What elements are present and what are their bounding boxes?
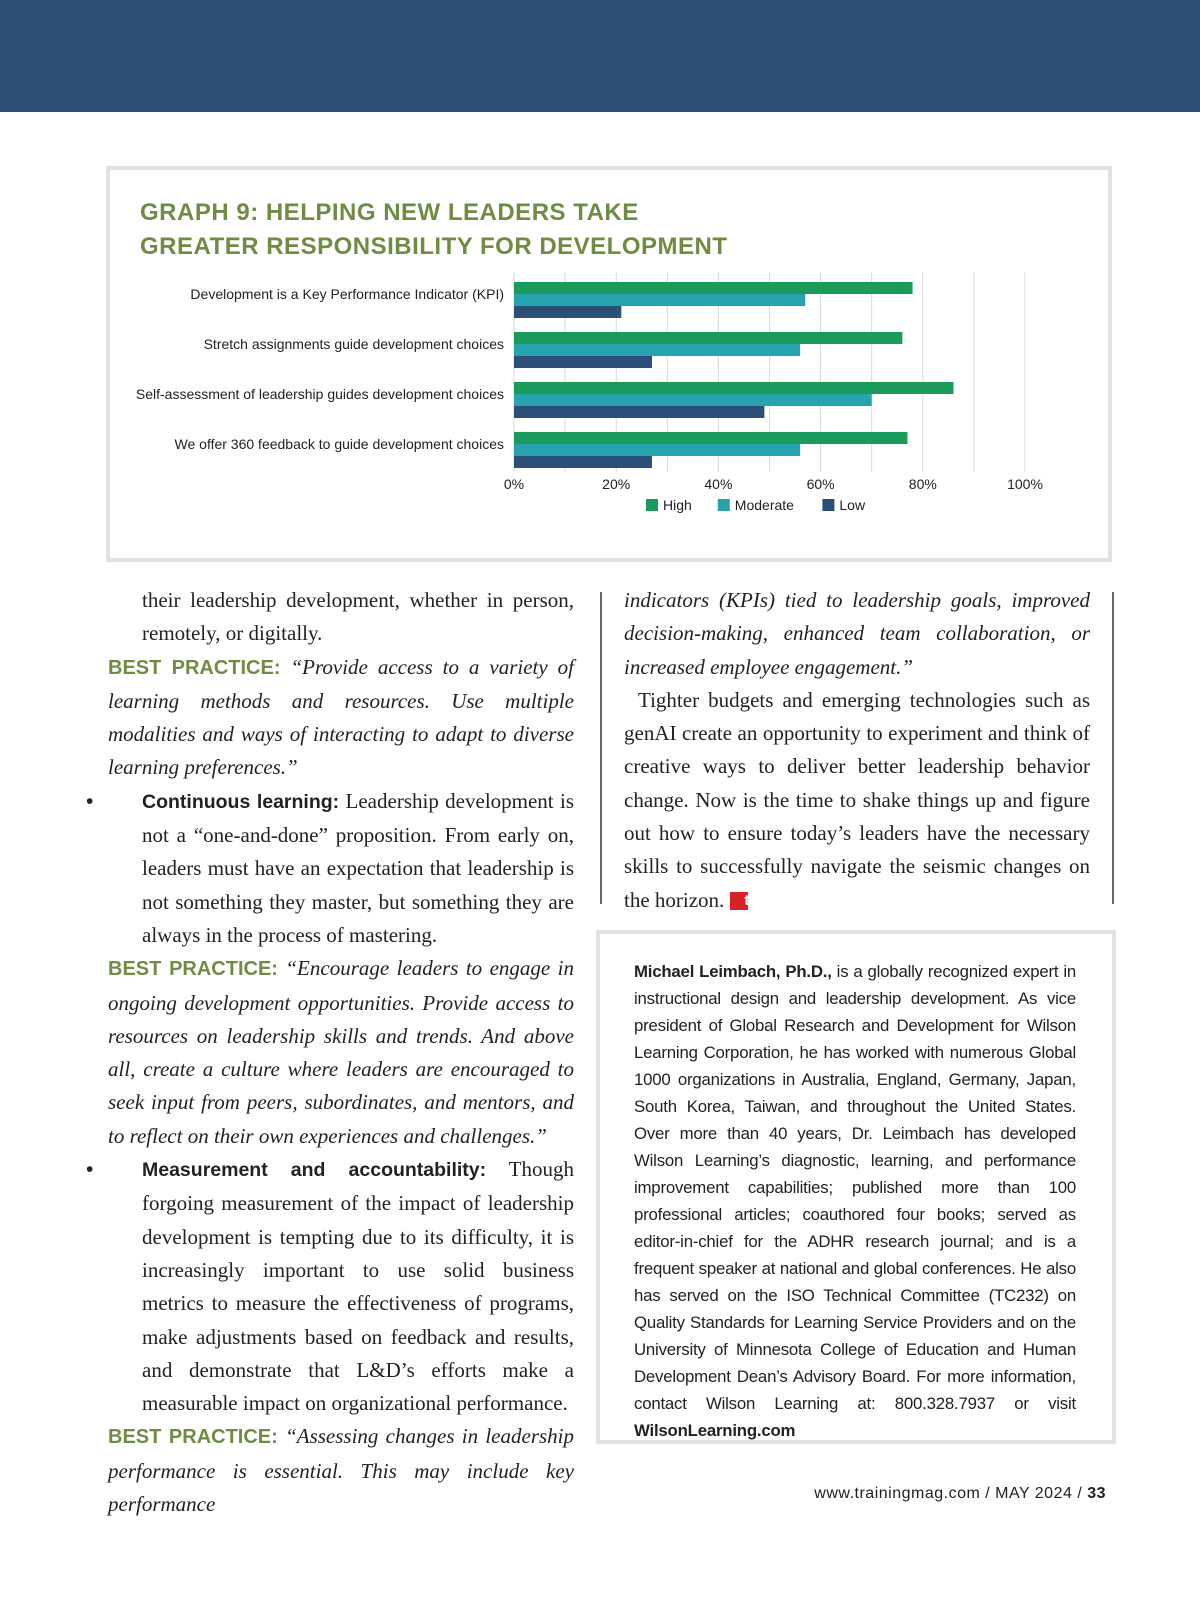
author-name: Michael Leimbach, Ph.D., [634,962,832,981]
bar-moderate-1 [514,294,805,306]
bullet-heading: Continuous learning: [142,790,340,813]
best-practice-label: BEST PRACTICE: [108,958,278,981]
best-practice-3 [108,1420,574,1521]
category-label: Self-assessment of leadership guides development choices [135,386,504,402]
bullet-dot: • [86,1158,94,1182]
left-column [86,584,575,1521]
bullet-measurement [86,1153,574,1420]
legend-label-moderate: Moderate [734,497,794,513]
bar-high-2 [514,332,902,344]
author-bio [634,958,1076,1444]
footer-site: www.trainingmag.com / MAY 2024 / [814,1485,1088,1502]
bar-high-1 [514,282,913,294]
legend-label-low: Low [839,497,866,513]
author-bio-text: is a globally recognized expert in instructional design and leadership development. As vice president of Global Research and Development for Wilson Learning Corporation, he has worked with numerous Global 1000 organizations in Australia, England, Germany, Japan, South Korea, Taiwan, and throughout the United States. Over more than 40 years, Dr. Leimbach has developed Wilson Learning’s diagnostic, learning, and performance improvement capabilities; published more than 100 professional articles; coauthored four books; served as editor-in-chief for the ADHR research journal; and is a frequent speaker at national and global conferences. He also has served on the ISO Technical Committee (TC232) on Quality Standards for Learning Service Providers and on the University of Minnesota College of Education and Human Development Dean’s Advisory Board. For more information, contact Wilson Learning at: 800.328.7937 or visit [634,962,1076,1413]
closing-text: Tighter budgets and emerging technologies such as genAI create an opportunity to experiment and think of creative ways to deliver better leadership behavior change. Now is the time to shake things up and figure out how to ensure today’s leaders have the necessary skills to successfully navigate the seismic changes on the horizon. [624,687,1090,912]
x-tick-label: 20% [602,476,631,492]
best-practice-text: “Assessing changes in leadership performance is essential. This may include key performance [108,1424,574,1517]
bullet-continuous-learning [86,785,574,952]
legend-swatch-low [822,499,834,511]
category-label: We offer 360 feedback to guide development choices [174,436,504,452]
author-website-link[interactable]: WilsonLearning.com [634,1421,796,1440]
author-bio-box [596,930,1116,1444]
bar-high-4 [514,432,907,444]
legend-label-high: High [663,497,692,513]
category-label: Development is a Key Performance Indicator (KPI) [190,286,504,302]
column-rule-right [1112,592,1114,904]
bar-moderate-3 [514,394,872,406]
column-rule-left [600,592,602,904]
x-tick-label: 60% [806,476,835,492]
best-practice-text: “Provide access to a variety of learning methods and resources. Use multiple modalities and ways of interacting to adapt to diverse learning preferences.” [108,654,575,780]
bar-chart [110,170,1108,558]
page-number: 33 [1087,1485,1106,1502]
continuation-paragraph [624,584,1090,684]
bullet-text: Leadership development is not a “one-and-done” proposition. From early on, leaders must have an expectation that leadership is not something they master, but something they are always in the process of mastering. [142,788,574,947]
best-practice-1 [108,651,574,785]
closing-paragraph [624,684,1090,917]
graph-box [106,166,1112,562]
bar-moderate-2 [514,344,800,356]
best-practice-2 [108,952,574,1153]
best-practice-text: “Encourage leaders to engage in ongoing development opportunities. Provide access to resources on leadership skills and trends. And above all, create a culture where leaders are encouraged to seek input from peers, subordinates, and mentors, and to reflect on their own experiences and challenges.” [108,956,574,1148]
x-tick-label: 0% [503,476,525,492]
page-footer [814,1485,1106,1503]
graph-title-line1: GRAPH 9: HELPING NEW LEADERS TAKE [140,199,639,226]
x-tick-label: 100% [1007,476,1043,492]
bar-high-3 [514,382,953,394]
graph-title-line2: GREATER RESPONSIBILITY FOR DEVELOPMENT [140,233,728,260]
intro-paragraph: their leadership development, whether in person, remotely, or digitally. [142,588,574,646]
header-band [0,0,1200,112]
best-practice-label: BEST PRACTICE: [108,1426,278,1449]
bullet-text: Though forgoing measurement of the impact of leadership development is tempting due to its difficulty, it is increasingly important to use solid business metrics to measure the effectiveness of programs, make adjustments based on feedback and results, and demonstrate that L&D’s efforts make a measurable impact on organizational performance. [142,1157,574,1416]
bar-moderate-4 [514,444,800,456]
x-tick-label: 40% [704,476,733,492]
x-tick-label: 80% [908,476,937,492]
best-practice-label: BEST PRACTICE: [108,656,281,679]
bullet-dot: • [86,789,94,813]
end-mark-icon: t [730,892,748,910]
bar-low-2 [514,356,652,368]
continuation-text: indicators (KPIs) tied to leadership goals, improved decision-making, enhanced team collaboration, or increased employee engagement.” [624,588,1090,679]
legend-swatch-high [646,499,658,511]
bar-low-1 [514,306,621,318]
category-label: Stretch assignments guide development choices [203,336,504,352]
legend-swatch-moderate [718,499,730,511]
bar-low-3 [514,406,764,418]
right-column [624,584,1090,917]
bullet-heading: Measurement and accountability: [142,1159,487,1182]
bar-low-4 [514,456,652,468]
